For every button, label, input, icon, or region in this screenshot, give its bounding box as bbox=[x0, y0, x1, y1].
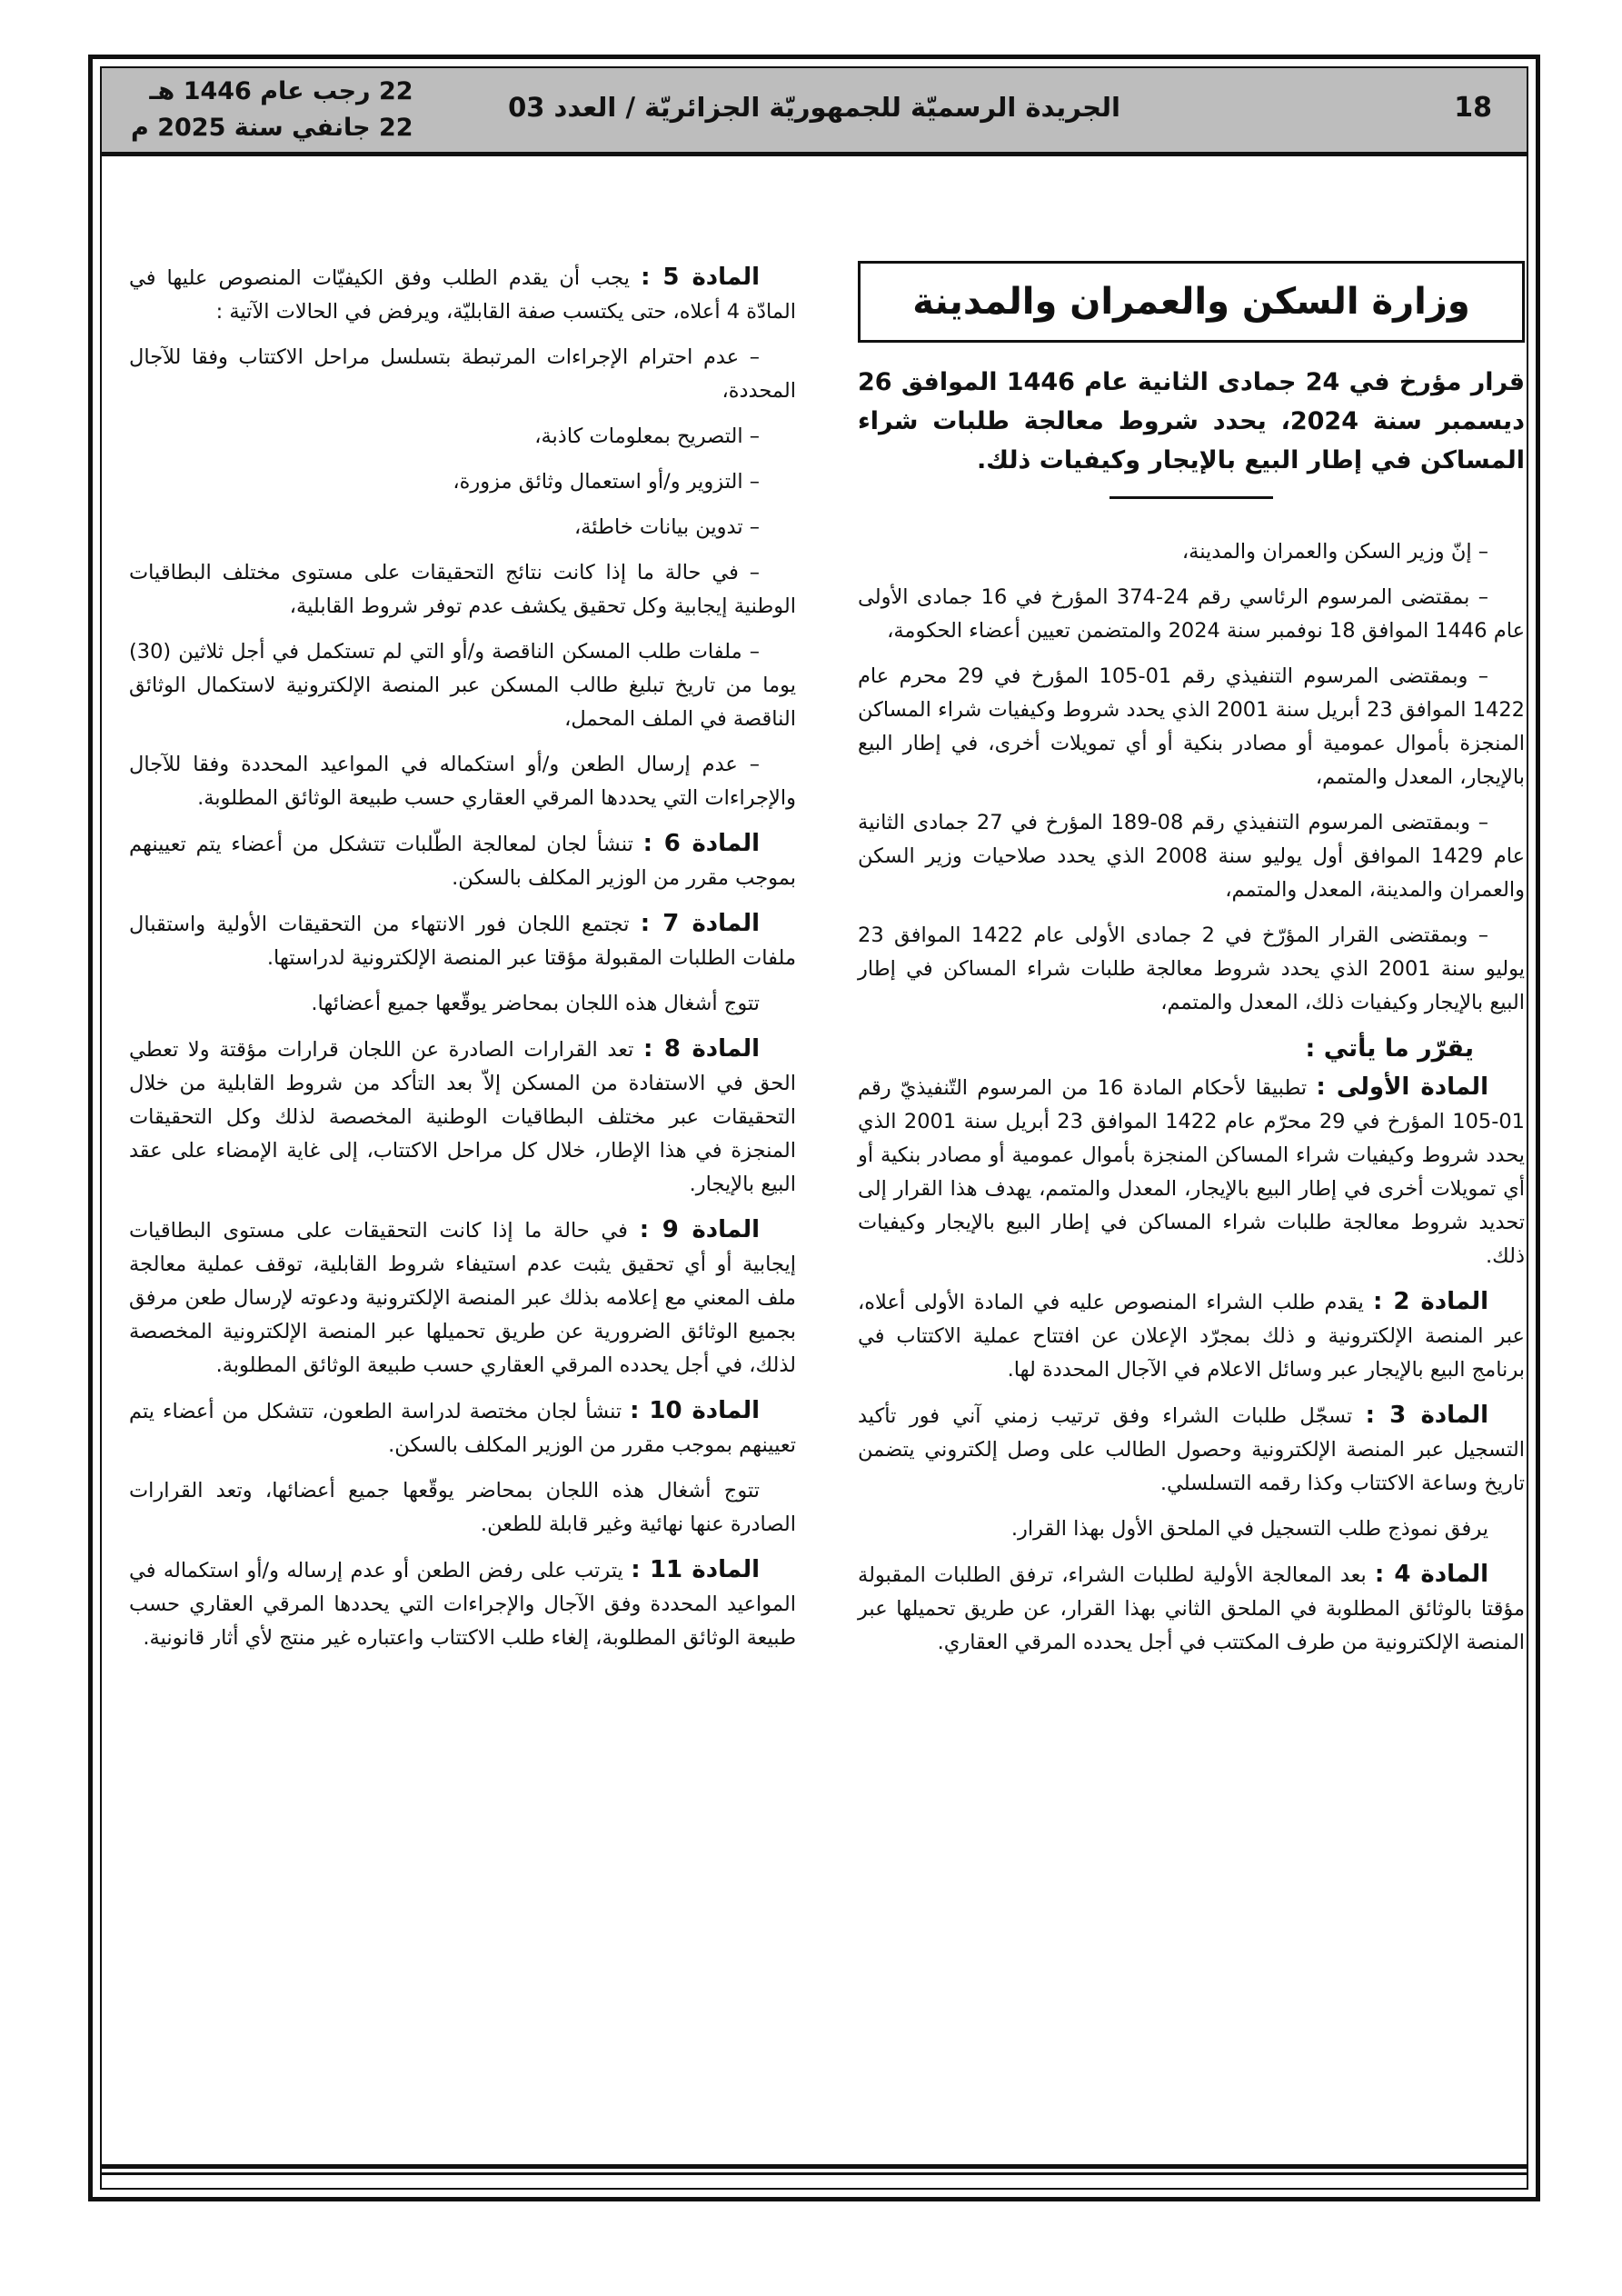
article-1 bbox=[858, 1071, 1525, 1273]
ministry-heading: وزارة السكن والعمران والمدينة bbox=[858, 261, 1525, 343]
article-text: تنشأ لجان لمعالجة الطّلبات تتشكل من أعضاء يتم تعيينهم بموجب مقرر من الوزير المكلف بالسكن. bbox=[129, 833, 796, 890]
rejection-case: – عدم احترام الإجراءات المرتبطة بتسلسل مراحل الاكتتاب وفقا للآجال المحددة، bbox=[129, 345, 796, 403]
gregorian-date: 22 جانفي سنة 2025 م bbox=[131, 114, 413, 142]
article-label: المادة 10 : bbox=[630, 1397, 760, 1424]
separator-line bbox=[1110, 496, 1273, 499]
decides-heading: يقرّر ما يأتي : bbox=[1305, 1034, 1474, 1063]
rejection-case: – ملفات طلب المسكن الناقصة و/أو التي لم تستكمل في أجل ثلاثين (30) يوما من تاريخ تبليغ طالب المسكن عبر المنصة الإلكترونية لاستكمال الوثائق الناقصة في الملف المحمل، bbox=[129, 640, 796, 731]
rejection-case: – في حالة ما إذا كانت نتائج التحقيقات على مستوى مختلف البطاقيات الوطنية إيجابية وكل تحقيق يكشف عدم توفر شروط القابلية، bbox=[129, 561, 796, 618]
article-text: في حالة ما إذا كانت التحقيقات على مستوى البطاقيات إيجابية أو أي تحقيق يثبت عدم استيفاء شروط القابلية، توقف عملية معالجة ملف المعني مع إعلامه بذلك عبر المنصة الإلكترونية ودعوته لإرسال طعن مرفق بجميع الوثائق الضرورية عن طريق تحميلها عبر المنصة الإلكترونية المخصصة لذلك، في أجل يحدده المرقي العقاري حسب طبيعة الوثائق المطلوبة. bbox=[129, 1219, 796, 1377]
article-label: المادة 9 : bbox=[639, 1216, 760, 1243]
article-label: المادة 5 : bbox=[641, 264, 760, 291]
article-10-extra: تتوج أشغال هذه اللجان بمحاضر يوقّعها جميع أعضائها، وتعد القرارات الصادرة عنها نهائية وغير قابلة للطعن. bbox=[129, 1479, 796, 1536]
page-inner-frame bbox=[100, 66, 1528, 2190]
article-7-extra: تتوج أشغال هذه اللجان بمحاضر يوقّعها جميع أعضائها. bbox=[311, 992, 760, 1015]
right-column bbox=[858, 261, 1525, 1672]
preamble-item: – إنّ وزير السكن والعمران والمدينة، bbox=[1181, 540, 1488, 564]
preamble-item: – وبمقتضى المرسوم التنفيذي رقم 01-105 المؤرخ في 29 محرم عام 1422 الموافق 23 أبريل سنة 2001 الذي يحدد شروط وكيفيات شراء المساكن المنجزة بأموال عمومية أو مصادر بنكية أو أي تمويلات أخرى، في إطار البيع بالإيجار، المعدل والمتمم، bbox=[858, 664, 1525, 789]
left-column bbox=[129, 261, 796, 1667]
article-label: المادة 8 : bbox=[642, 1035, 761, 1063]
article-4 bbox=[858, 1558, 1525, 1660]
gazette-header bbox=[102, 68, 1527, 156]
gazette-title: الجريدة الرسميّة للجمهوريّة الجزائريّة / العدد 03 bbox=[508, 92, 1120, 123]
article-label: المادة 7 : bbox=[640, 910, 760, 937]
article-11 bbox=[129, 1553, 796, 1655]
page-frame bbox=[88, 55, 1540, 2201]
article-label: المادة الأولى : bbox=[1316, 1073, 1488, 1101]
article-label: المادة 11 : bbox=[631, 1556, 760, 1583]
article-text: تعد القرارات الصادرة عن اللجان قرارات مؤقتة ولا تعطي الحق في الاستفادة من المسكن إلاّ بعد التأكد من شروط القابلية من خلال التحقيقات عبر مختلف البطاقيات الوطنية المخصصة لذلك وكل التحقيقات المنجزة في هذا الإطار، خلال كل مراحل الاكتتاب، إلى غاية الإمضاء على عقد البيع بالإيجار. bbox=[129, 1038, 796, 1196]
article-2 bbox=[858, 1285, 1525, 1387]
article-text: تطبيقا لأحكام المادة 16 من المرسوم التّنفيذيّ رقم 01-105 المؤرخ في 29 محرّم عام 1422 الموافق 23 أبريل سنة 2001 الذي يحدد شروط وكيفيات شراء المساكن المنجزة بأموال عمومية أو مصادر بنكية أو أي تمويلات أخرى في إطار البيع بالإيجار، المعدل والمتمم، يهدف هذا القرار إلى تحديد شروط معالجة طلبات شراء المساكن في إطار البيع بالإيجار وكيفيات ذلك. bbox=[858, 1076, 1525, 1268]
hijri-date: 22 رجب عام 1446 هـ bbox=[149, 77, 413, 105]
rejection-case: – التصريح بمعلومات كاذبة، bbox=[534, 424, 760, 448]
article-text: تنشأ لجان مختصة لدراسة الطعون، تتشكل من أعضاء يتم تعيينهم بموجب مقرر من الوزير المكلف بالسكن. bbox=[129, 1400, 796, 1457]
article-text: بعد المعالجة الأولية لطلبات الشراء، ترفق الطلبات المقبولة مؤقتا بالوثائق المطلوبة في الملحق الثاني بهذا القرار، عن طريق تحميلها عبر المنصة الإلكترونية من طرف المكتتب في أجل يحدده المرقي العقاري. bbox=[858, 1563, 1525, 1654]
rejection-case: – تدوين بيانات خاطئة، bbox=[573, 515, 760, 539]
article-3 bbox=[858, 1399, 1525, 1501]
rejection-case: – التزوير و/أو استعمال وثائق مزورة، bbox=[453, 470, 760, 494]
article-text: يقدم طلب الشراء المنصوص عليه في المادة الأولى أعلاه، عبر المنصة الإلكترونية و ذلك بمجرّد الإعلان عن افتتاح عملية الاكتتاب في برنامج البيع بالإيجار عبر وسائل الاعلام في الآجال المحددة لها. bbox=[858, 1291, 1525, 1382]
preamble-item: – وبمقتضى المرسوم التنفيذي رقم 08-189 المؤرخ في 27 جمادى الثانية عام 1429 الموافق أول يوليو سنة 2008 الذي يحدد صلاحيات وزير السكن والعمران والمدينة، المعدل والمتمم، bbox=[858, 811, 1525, 902]
article-text: تجتمع اللجان فور الانتهاء من التحقيقات الأولية واستقبال ملفات الطلبات المقبولة مؤقتا عبر المنصة الإلكترونية لدراستها. bbox=[129, 913, 796, 970]
article-label: المادة 6 : bbox=[642, 830, 761, 857]
bottom-double-rule bbox=[102, 2164, 1527, 2175]
article-label: المادة 4 : bbox=[1374, 1561, 1488, 1588]
article-label: المادة 2 : bbox=[1372, 1288, 1488, 1315]
article-8 bbox=[129, 1033, 796, 1202]
article-10 bbox=[129, 1394, 796, 1462]
article-9 bbox=[129, 1213, 796, 1383]
article-3-extra: يرفق نموذج طلب التسجيل في الملحق الأول بهذا القرار. bbox=[1010, 1517, 1488, 1541]
article-label: المادة 3 : bbox=[1365, 1402, 1488, 1429]
issue-date bbox=[131, 74, 413, 146]
preamble-item: – وبمقتضى القرار المؤرّخ في 2 جمادى الأولى عام 1422 الموافق 23 يوليو سنة 2001 الذي يحدد شروط معالجة طلبات شراء المساكن في إطار البيع بالإيجار وكيفيات ذلك، المعدل والمتمم، bbox=[858, 923, 1525, 1014]
decision-title: قرار مؤرخ في 24 جمادى الثانية عام 1446 الموافق 26 ديسمبر سنة 2024، يحدد شروط معالجة طلبات شراء المساكن في إطار البيع بالإيجار وكيفيات ذلك. bbox=[858, 368, 1525, 474]
article-7 bbox=[129, 907, 796, 975]
rejection-case: – عدم إرسال الطعن و/أو استكماله في المواعيد المحددة وفقا للآجال والإجراءات التي يحددها المرقي العقاري حسب طبيعة الوثائق المطلوبة. bbox=[129, 753, 796, 810]
article-5 bbox=[129, 261, 796, 329]
article-text: يجب أن يقدم الطلب وفق الكيفيّات المنصوص عليها في المادّة 4 أعلاه، حتى يكتسب صفة القابليّة، ويرفض في الحالات الآتية : bbox=[129, 266, 796, 324]
article-text: يترتب على رفض الطعن أو عدم إرساله و/أو استكماله في المواعيد المحددة وفق الآجال والإجراءات التي يحددها المرقي العقاري حسب طبيعة الوثائق المطلوبة، إلغاء طلب الاكتتاب واعتباره غير منتج لأي أثار قانونية. bbox=[129, 1559, 796, 1650]
preamble-item: – بمقتضى المرسوم الرئاسي رقم 24-374 المؤرخ في 16 جمادى الأولى عام 1446 الموافق 18 نوفمبر سنة 2024 والمتضمن تعيين أعضاء الحكومة، bbox=[858, 585, 1525, 643]
article-text: تسجّل طلبات الشراء وفق ترتيب زمني آني فور تأكيد التسجيل عبر المنصة الإلكترونية وحصول الطالب على وصل إلكتروني يتضمن تاريخ وساعة الاكتتاب وكذا رقمه التسلسلي. bbox=[858, 1404, 1525, 1495]
page-number: 18 bbox=[1454, 92, 1492, 124]
article-6 bbox=[129, 827, 796, 895]
